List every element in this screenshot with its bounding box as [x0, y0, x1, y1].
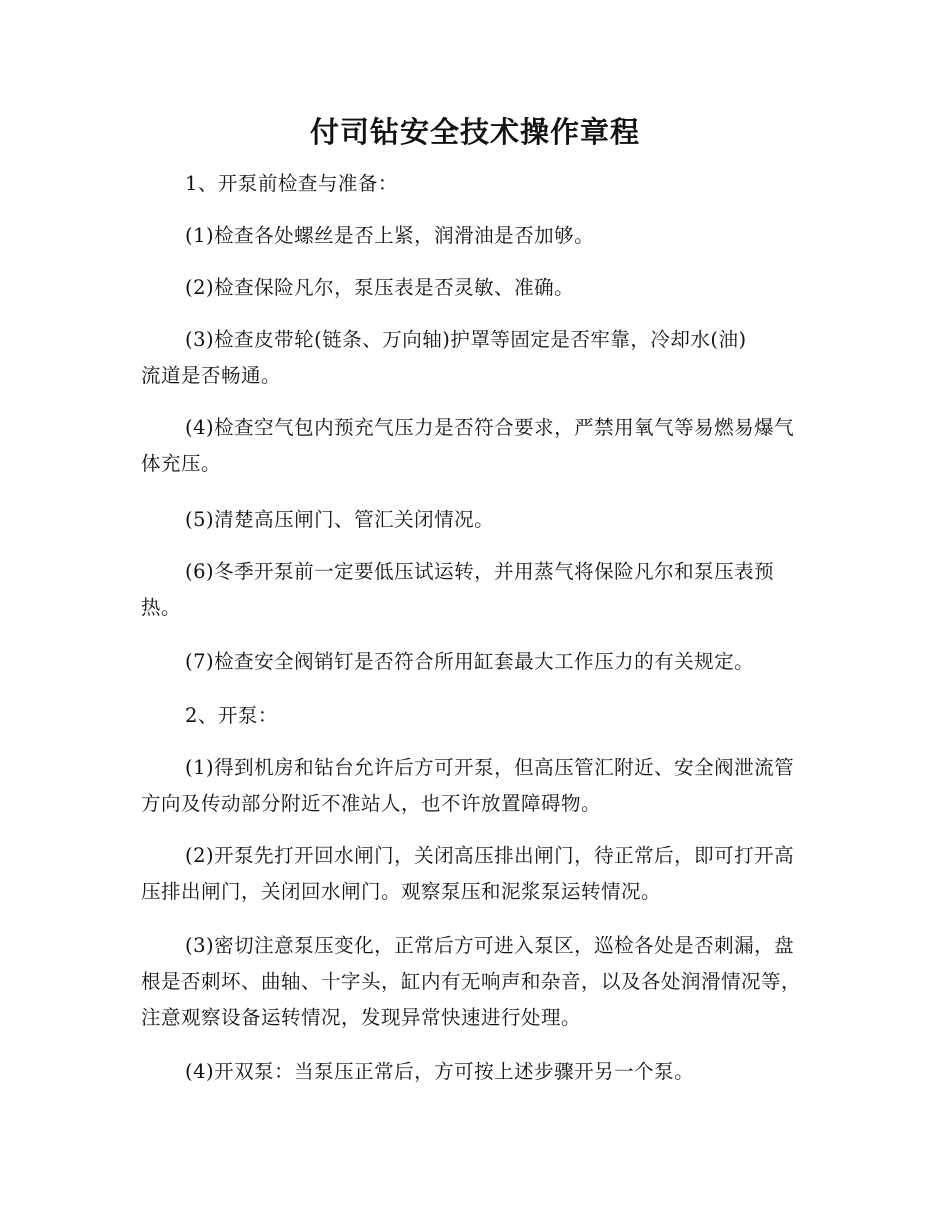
- paragraph-1-4: (4)检查空气包内预充气压力是否符合要求，严禁用氧气等易燃易爆气体充压。: [141, 416, 795, 475]
- paragraph-1-2: (2)检查保险凡尔，泵压表是否灵敏、准确。: [185, 276, 575, 299]
- section-heading-2: 2、开泵：: [185, 704, 278, 727]
- paragraph-2-1: (1)得到机房和钻台允许后方可开泵，但高压管汇附近、安全阀泄流管方向及传动部分附近不准站人，也不许放置障碍物。: [141, 756, 795, 815]
- paragraph-1-3: (3)检查皮带轮(链条、万向轴)护罩等固定是否牢靠，冷却水(油)流道是否畅通。: [141, 328, 747, 387]
- section-heading-1: 1、开泵前检查与准备：: [185, 172, 398, 195]
- paragraph-1-7: (7)检查安全阀销钉是否符合所用缸套最大工作压力的有关规定。: [185, 650, 755, 673]
- document-title: 付司钻安全技术操作章程: [309, 115, 640, 149]
- paragraph-1-6: (6)冬季开泵前一定要低压试运转，并用蒸气将保险凡尔和泵压表预热。: [141, 560, 775, 619]
- paragraph-2-2: (2)开泵先打开回水闸门，关闭高压排出闸门，待正常后，即可打开高压排出闸门，关闭回水闸门。观察泵压和泥浆泵运转情况。: [141, 844, 795, 903]
- paragraph-2-4: (4)开双泵：当泵压正常后，方可按上述步骤开另一个泵。: [185, 1060, 695, 1083]
- paragraph-2-3: (3)密切注意泵压变化，正常后方可进入泵区，巡检各处是否刺漏，盘根是否刺坏、曲轴、十字头，缸内有无响声和杂音，以及各处润滑情况等，注意观察设备运转情况，发现异常快速进行处理。: [141, 934, 802, 1029]
- paragraph-1-1: (1)检查各处螺丝是否上紧，润滑油是否加够。: [185, 224, 595, 247]
- paragraph-1-5: (5)清楚高压闸门、管汇关闭情况。: [185, 508, 495, 531]
